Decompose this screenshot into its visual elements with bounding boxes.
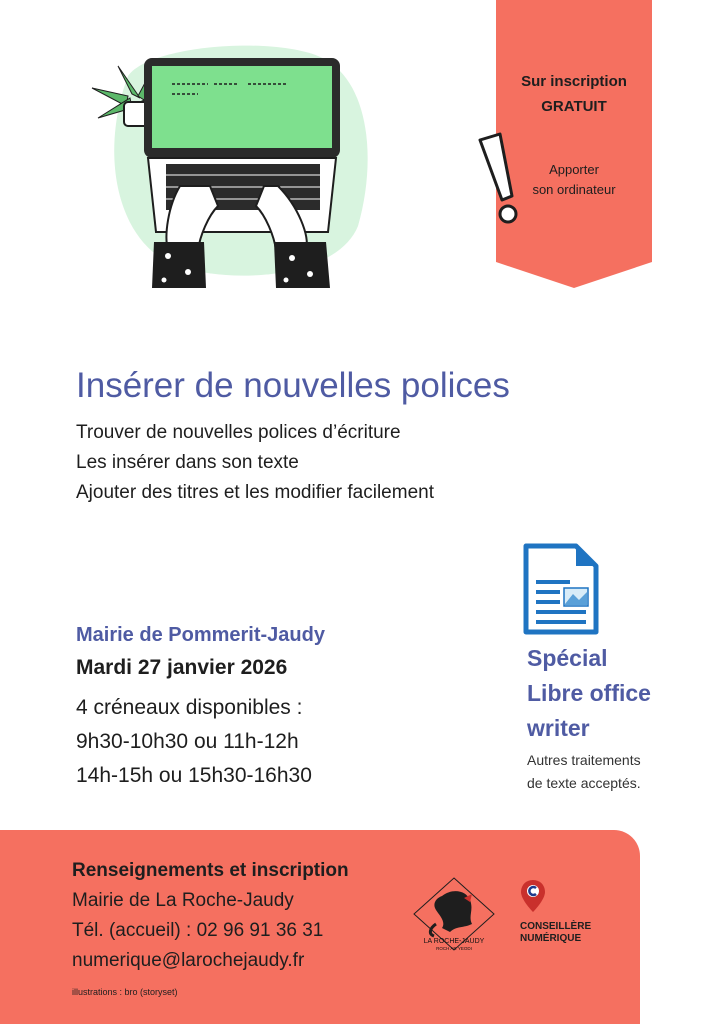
crest-name: LA ROCHE-JAUDY — [423, 938, 485, 945]
footer-email[interactable]: numerique@larochejaudy.fr — [72, 950, 305, 971]
location-pin-icon — [520, 878, 546, 914]
footer-address: Mairie de La Roche-Jaudy — [72, 890, 294, 911]
feature-line: Les insérer dans son texte — [76, 452, 299, 473]
ribbon-free-label: GRATUIT — [541, 98, 607, 115]
time-slot-line: 9h30-10h30 ou 11h-12h — [76, 730, 299, 753]
exclamation-icon — [472, 128, 532, 228]
software-title-line: Libre office — [527, 680, 651, 706]
ribbon-bring-label: Apporter — [549, 162, 599, 177]
laptop-typing-illustration — [88, 36, 378, 290]
event-venue: Mairie de Pommerit-Jaudy — [76, 624, 325, 646]
badge-line: NUMÉRIQUE — [520, 933, 582, 944]
software-title-line: Spécial — [527, 645, 608, 671]
feature-line: Ajouter des titres et les modifier facilement — [76, 482, 434, 503]
slots-label: 4 créneaux disponibles : — [76, 696, 303, 719]
ribbon-registration-label: Sur inscription — [521, 73, 627, 90]
crest-subtitle: ROCH AR YEODI — [436, 946, 472, 951]
time-slot-line: 14h-15h ou 15h30-16h30 — [76, 764, 312, 787]
ribbon-computer-label: son ordinateur — [532, 182, 616, 197]
illustration-credits: illustrations : bro (storyset) — [72, 987, 178, 997]
page-title: Insérer de nouvelles polices — [76, 366, 510, 405]
footer-phone: Tél. (accueil) : 02 96 91 36 31 — [72, 920, 324, 941]
libreoffice-writer-icon — [522, 542, 600, 636]
software-title-line: writer — [527, 715, 590, 741]
software-note-line: Autres traitements — [527, 752, 641, 768]
software-note-line: de texte acceptés. — [527, 775, 641, 791]
event-date: Mardi 27 janvier 2026 — [76, 656, 288, 679]
badge-line: CONSEILLÈRE — [520, 921, 592, 932]
feature-line: Trouver de nouvelles polices d’écriture — [76, 422, 401, 443]
footer-heading: Renseignements et inscription — [72, 860, 349, 881]
